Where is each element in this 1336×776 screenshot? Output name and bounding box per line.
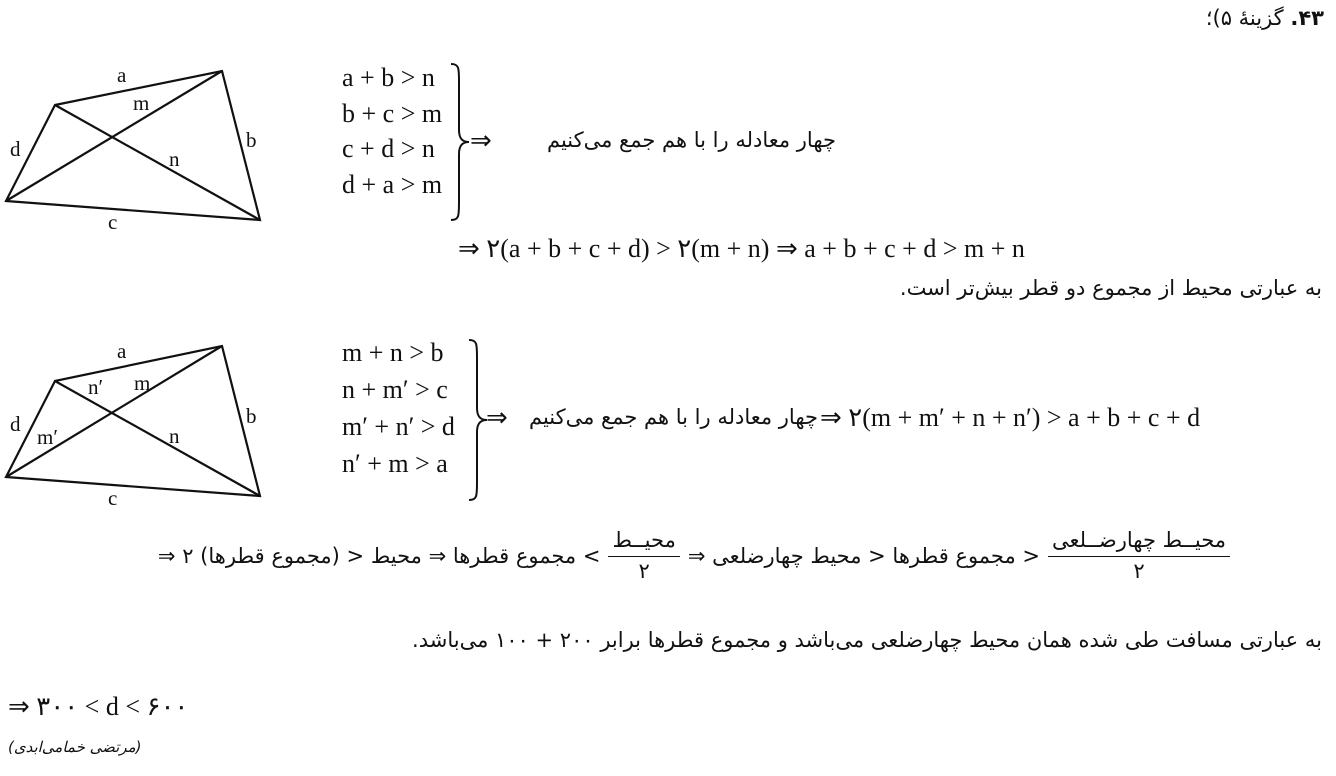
label-n-prime: n′ — [88, 375, 104, 399]
equation: d + a > m — [342, 169, 443, 199]
label-c: c — [108, 210, 118, 234]
equation-system-2 — [342, 334, 455, 482]
label-b: b — [246, 404, 257, 428]
derivation-line-1: ⇒ ۲(a + b + c + d) > ۲(m + n) ⇒ a + b + c + d > m + n — [458, 234, 1025, 263]
fraction-perimeter-over-2 — [1048, 528, 1230, 584]
conclusion-sentence-1: به عبارتی محیط از مجموع دو قطر بیش‌تر است. — [899, 276, 1322, 300]
sum-equations-text-1: چهار معادله را با هم جمع می‌کنیم — [546, 128, 836, 152]
quadrilateral-figure-2 — [0, 336, 280, 511]
equation: a + b > n — [342, 63, 435, 92]
quadrilateral-figure-1 — [0, 60, 280, 235]
label-c: c — [108, 486, 118, 510]
equation: b + c > m — [342, 98, 443, 128]
problem-header — [1206, 6, 1324, 30]
label-m-prime: m′ — [37, 425, 58, 449]
label-m: m — [134, 371, 151, 395]
label-b: b — [246, 128, 257, 152]
fraction-numerator: محیــط — [608, 528, 679, 557]
conclusion-sentence-2: به عبارتی مسافت طی شده همان محیط چهارضلعی می‌باشد و مجموع قطرها برابر ۲۰۰ + ۱۰۰ می‌باشد. — [412, 628, 1322, 652]
final-result: ⇒ ۳۰۰ < d < ۶۰۰ — [8, 692, 189, 721]
fraction-denominator: ۲ — [638, 559, 650, 583]
label-n: n — [169, 147, 180, 171]
label-m: m — [133, 91, 150, 115]
fraction-denominator: ۲ — [1133, 559, 1145, 583]
equation: c + d > n — [342, 134, 435, 163]
sum-equations-text-2: چهار معادله را با هم جمع می‌کنیم — [528, 405, 818, 429]
implies-arrow-2: ⇒ — [486, 403, 508, 432]
diagonal-n — [55, 381, 260, 496]
label-d: d — [10, 412, 21, 436]
fraction-perimeter-half — [608, 528, 679, 584]
label-a: a — [117, 63, 127, 87]
inequality-text-1: < مجموع قطرها < محیط چهارضلعی ⇒ — [687, 544, 1041, 568]
inequality-text-2: > مجموع قطرها ⇒ محیط < (مجموع قطرها) ۲ ⇒ — [157, 544, 601, 568]
author-credit: (مرتضی خمامی‌ابدی) — [8, 738, 142, 756]
label-a: a — [117, 339, 127, 363]
equation-system-1 — [342, 60, 442, 202]
equation: m′ + n′ > d — [342, 412, 455, 441]
implies-arrow-1: ⇒ — [470, 126, 492, 155]
derivation-line-2: ⇒ ۲(m + m′ + n + n′) > a + b + c + d — [820, 403, 1201, 432]
equation: n + m′ > c — [342, 375, 448, 404]
label-d: d — [10, 137, 21, 161]
derivation-line-3 — [158, 528, 1230, 584]
problem-option: گزینهٔ ۵)؛ — [1205, 6, 1284, 30]
diagonal-n — [55, 105, 260, 220]
equation: m + n > b — [342, 338, 444, 367]
fraction-numerator: محیــط چهارضــلعی — [1048, 528, 1230, 557]
label-n: n — [169, 424, 180, 448]
equation: n′ + m > a — [342, 449, 448, 478]
problem-number: ۴۳. — [1290, 6, 1324, 30]
